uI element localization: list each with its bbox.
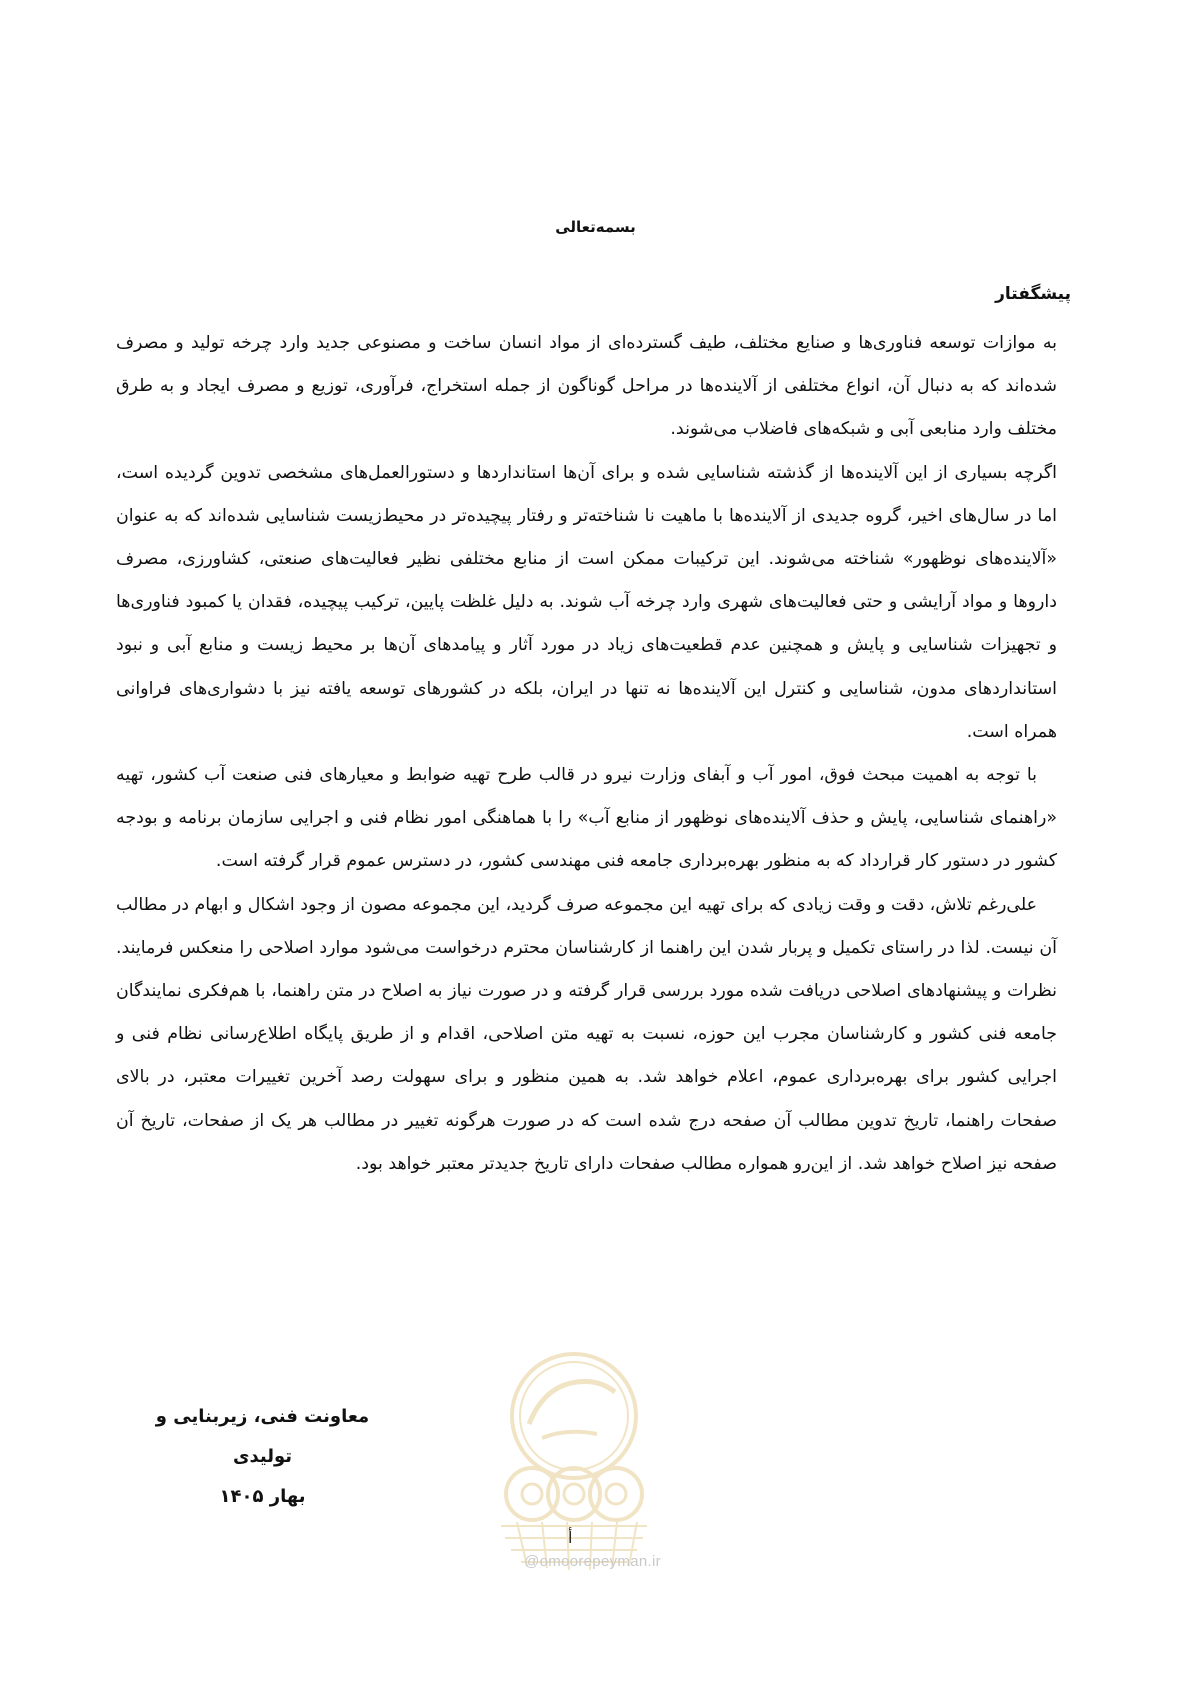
page-number: أ [568,1528,573,1547]
bismillah: بسمه‌تعالی [555,218,636,236]
signature-date: بهار ۱۴۰۵ [219,1486,306,1507]
gear-emblem-icon [487,1346,662,1571]
watermark-url: @omoorepeyman.ir [524,1553,661,1570]
paragraph-2: اگرچه بسیاری از این آلاینده‌ها از گذشته شناسایی شده و برای آن‌ها استانداردها و دستورالعمل‌های مشخصی تدوین گردیده است، اما در سال‌های اخیر، گروه جدیدی از آلاینده‌ها با ماهیت نا شناخته‌تر و رفتار پیچیده‌تر در محیط‌زیست شناسایی شده‌اند که به عنوان «آلاینده‌های نوظهور» شناخته می‌شوند. این ترکیبات ممکن است از منابع مختلفی نظیر فعالیت‌های صنعتی، کشاورزی، مصرف داروها و مواد آرایشی و حتی فعالیت‌های شهری وارد چرخه آب شوند. به دلیل غلظت پایین، ترکیب پیچیده، فقدان یا کمبود فناوری‌ها و تجهیزات شناسایی و پایش و همچنین عدم قطعیت‌های زیاد در مورد آثار و پیامدهای آن‌ها بر محیط زیست و منابع آبی و نبود استانداردهای مدون، شناسایی و کنترل این آلاینده‌ها نه تنها در ایران، بلکه در کشورهای توسعه یافته نیز با دشواری‌های فراوانی همراه است. [116,462,1057,742]
body-text [116,322,1057,1186]
paragraph-4: علی‌رغم تلاش، دقت و وقت زیادی که برای تهیه این مجموعه صرف گردید، این مجموعه مصون از وجود اشکال و ابهام در مطالب آن نیست. لذا در راستای تکمیل و پربار شدن این راهنما از کارشناسان محترم درخواست می‌شود موارد اصلاحی را منعکس فرمایند. نظرات و پیشنهادهای اصلاحی دریافت شده مورد بررسی قرار گرفته و در صورت نیاز به اصلاح در متن راهنما، با هم‌فکری نمایندگان جامعه فنی کشور و کارشناسان مجرب این حوزه، نسبت به تهیه متن اصلاحی، اقدام و از طریق پایگاه اطلاع‌رسانی نظام فنی و اجرایی کشور برای بهره‌برداری عموم، اعلام خواهد شد. به همین منظور و برای سهولت رصد آخرین تغییرات معتبر، در بالای صفحات راهنما، تاریخ تدوین مطالب آن صفحه درج شده است که در صورت هرگونه تغییر در مطالب هر یک از صفحات، تاریخ آن صفحه نیز اصلاح خواهد شد. از این‌رو همواره مطالب صفحات دارای تاریخ جدیدتر معتبر خواهد بود. [116,894,1057,1174]
page-title: پیشگفتار [995,284,1071,304]
paragraph-1: به موازات توسعه فناوری‌ها و صنایع مختلف، طیف گسترده‌ای از مواد انسان ساخت و مصنوعی جدید وارد چرخه تولید و مصرف شده‌اند که به دنبال آن، انواع مختلفی از آلاینده‌ها در مراحل گوناگون از جمله استخراج، فرآوری، توزیع و مصرف ایجاد و به طرق مختلف وارد منابعی آبی و شبکه‌های فاضلاب می‌شوند. [116,333,1057,440]
signature [130,1397,395,1517]
signature-organization: معاونت فنی، زیربنایی و تولیدی [155,1406,370,1467]
paragraph-3: با توجه به اهمیت مبحث فوق، امور آب و آبفای وزارت نیرو در قالب طرح تهیه ضوابط و معیارهای فنی صنعت آب کشور، تهیه «راهنمای شناسایی، پایش و حذف آلاینده‌های نوظهور از منابع آب» را با هماهنگی امور نظام فنی و اجرایی سازمان برنامه و بودجه کشور در دستور کار قرارداد که به منظور بهره‌برداری جامعه فنی مهندسی کشور، در دسترس عموم قرار گرفته است. [116,765,1057,872]
